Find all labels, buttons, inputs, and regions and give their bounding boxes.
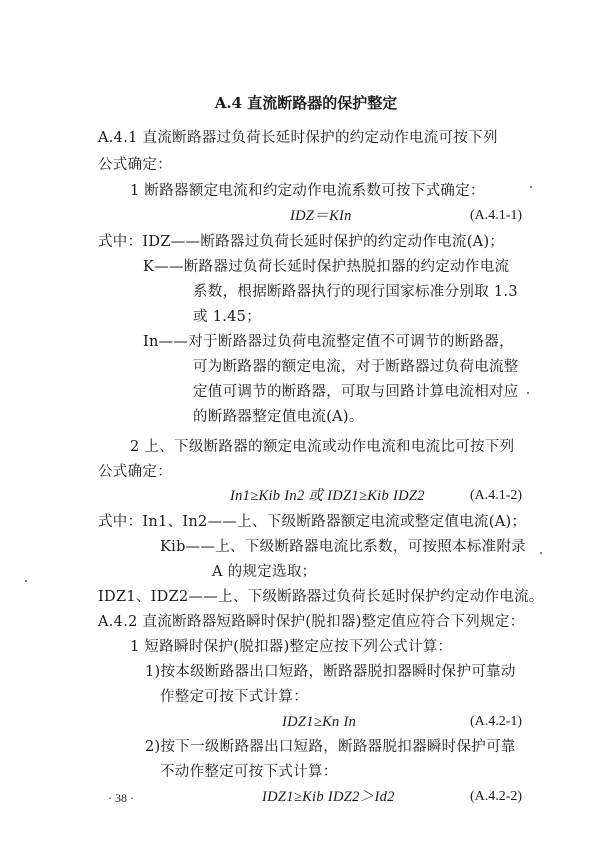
- equation-number: (A.4.2-2): [470, 789, 523, 804]
- scan-speck: [527, 392, 529, 394]
- equation-number: (A.4.2-1): [470, 714, 523, 729]
- scan-speck: [25, 580, 27, 582]
- text-line: A 的规定选取；: [212, 564, 317, 580]
- definition-idz1-idz2: IDZ1、IDZ2——上、下级断路器过负荷长延时保护约定动作电流。: [98, 589, 544, 605]
- text-line: 可为断路器的额定电流，对于断路器过负荷电流整: [193, 359, 519, 375]
- text-line: 定值可调节的断路器，可取与回路计算电流相对应: [193, 384, 519, 400]
- item-1: 1 断路器额定电流和约定动作电流系数可按下式确定：: [130, 183, 485, 199]
- formula-a411: IDZ＝KIn: [290, 208, 352, 224]
- definition-kib: Kib——上、下级断路器电流比系数，可按照本标准附录: [160, 539, 527, 555]
- scan-speck: [540, 552, 542, 554]
- definition-idz: 式中：IDZ——断路器过负荷长延时保护的约定动作电流(A)；: [98, 234, 505, 250]
- clause-a41: A.4.1 直流断路器过负荷长延时保护的约定动作电流可按下列: [98, 130, 498, 146]
- section-title: A.4 直流断路器的保护整定: [214, 94, 398, 112]
- text-line: 公式确定：: [98, 464, 172, 480]
- definition-in: In——对于断路器过负荷电流整定值不可调节的断路器，: [143, 334, 514, 350]
- text-line: 作整定可按下式计算：: [160, 689, 308, 705]
- clause-a42: A.4.2 直流断路器短路瞬时保护(脱扣器)整定值应符合下列规定：: [98, 614, 525, 630]
- equation-number: (A.4.1-2): [470, 488, 523, 503]
- sub-item-2: 2)按下一级断路器出口短路，断路器脱扣器瞬时保护可靠: [145, 739, 516, 755]
- equation-number: (A.4.1-1): [470, 208, 523, 223]
- item-2: 2 上、下级断路器的额定电流或动作电流和电流比可按下列: [130, 439, 515, 455]
- formula-a421: IDZ1≥Kn In: [282, 714, 357, 730]
- text-line: 公式确定：: [98, 157, 172, 173]
- item-1: 1 短路瞬时保护(脱扣器)整定应按下列公式计算：: [130, 639, 453, 655]
- definition-k: K——断路器过负荷长延时保护热脱扣器的约定动作电流: [143, 259, 510, 275]
- definition-in1-in2: 式中：In1、In2——上、下级断路器额定电流或整定值电流(A)；: [98, 514, 527, 530]
- text-line: 或 1.45；: [193, 309, 261, 325]
- text-line: 系数，根据断路器执行的现行国家标准分别取 1.3: [193, 284, 518, 300]
- text-line: 的断路器整定值电流(A)。: [193, 409, 364, 425]
- scan-speck: [530, 186, 532, 188]
- page-number: · 38 ·: [108, 791, 134, 805]
- text-line: 不动作整定可按下式计算：: [160, 764, 338, 780]
- formula-a412: In1≥Kib In2 或 IDZ1≥Kib IDZ2: [230, 488, 425, 504]
- sub-item-1: 1)按本级断路器出口短路，断路器脱扣器瞬时保护可靠动: [145, 664, 516, 680]
- formula-a422: IDZ1≥Kib IDZ2＞Id2: [262, 789, 395, 805]
